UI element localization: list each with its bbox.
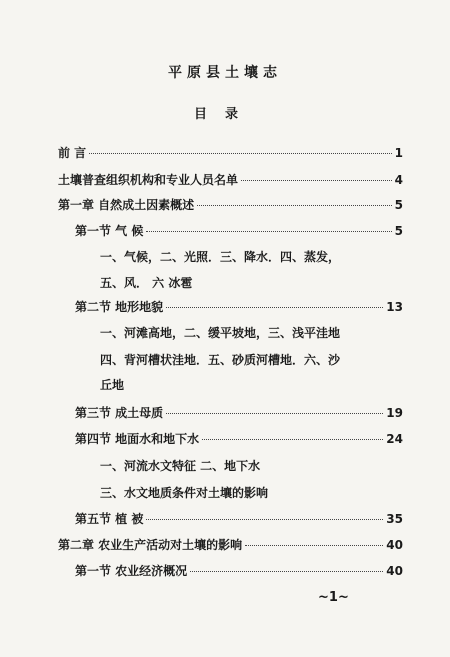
toc-leader [146,519,383,520]
toc-entry [58,536,403,554]
toc-leader [245,545,383,546]
toc-entry [75,298,403,316]
toc-subitem: 丘地 [100,378,125,392]
toc-entry-page: 5 [394,198,403,212]
toc-leader [202,439,383,440]
toc-subitem: 四、背河槽状洼地．五、砂质河槽地．六、沙 [100,353,341,367]
toc-entry-page: 4 [394,173,403,187]
toc-entry-label: 第二节 地形地貌 [75,300,164,314]
toc-entry-page: 40 [386,564,403,578]
toc-subitem: 一、河流水文特征 二、地下水 [100,459,261,473]
toc-leader [190,571,383,572]
toc-entry-page: 19 [386,406,403,420]
toc-heading: 目录 [193,107,256,122]
toc-subitem: 五、风． 六 冰雹 [100,276,193,290]
toc-subitem: 一、气候，二、光照．三、降水．四、蒸发， [100,250,341,264]
toc-entry-label: 第一节 农业经济概况 [75,564,188,578]
toc-entry [75,562,403,580]
document-title: 平原县土壤志 [168,65,282,81]
toc-leader [146,231,391,232]
toc-subitem: 三、水文地质条件对土壤的影响 [100,486,269,500]
toc-leader [197,205,391,206]
toc-entry-label: 第四节 地面水和地下水 [75,432,200,446]
toc-entry-label: 第二章 农业生产活动对土壤的影响 [58,538,243,552]
toc-subitem: 一、河滩高地，二、缓平坡地，三、浅平洼地 [100,326,341,340]
toc-leader [241,180,392,181]
toc-entry-page: 13 [386,300,403,314]
toc-entry [75,222,403,240]
toc-entry-label: 第五节 植 被 [75,512,144,526]
toc-entry-label: 第三节 成土母质 [75,406,164,420]
toc-entry [75,430,403,448]
page-number-footer: ~1~ [318,590,349,605]
toc-entry-page: 40 [386,538,403,552]
toc-entry-label: 第一章 自然成土因素概述 [58,198,195,212]
toc-entry [75,404,403,422]
toc-entry-page: 35 [386,512,403,526]
toc-entry [58,144,403,162]
toc-leader [89,153,391,154]
toc-entry [58,196,403,214]
toc-entry [75,510,403,528]
toc-entry-page: 24 [386,432,403,446]
toc-leader [166,307,383,308]
toc-entry-page: 1 [394,146,403,160]
toc-leader [166,413,383,414]
toc-entry-page: 5 [394,224,403,238]
toc-entry-label: 第一节 气 候 [75,224,144,238]
toc-entry [58,171,403,189]
toc-entry-label: 前 言 [58,146,87,160]
toc-entry-label: 土壤普查组织机构和专业人员名单 [58,173,239,187]
